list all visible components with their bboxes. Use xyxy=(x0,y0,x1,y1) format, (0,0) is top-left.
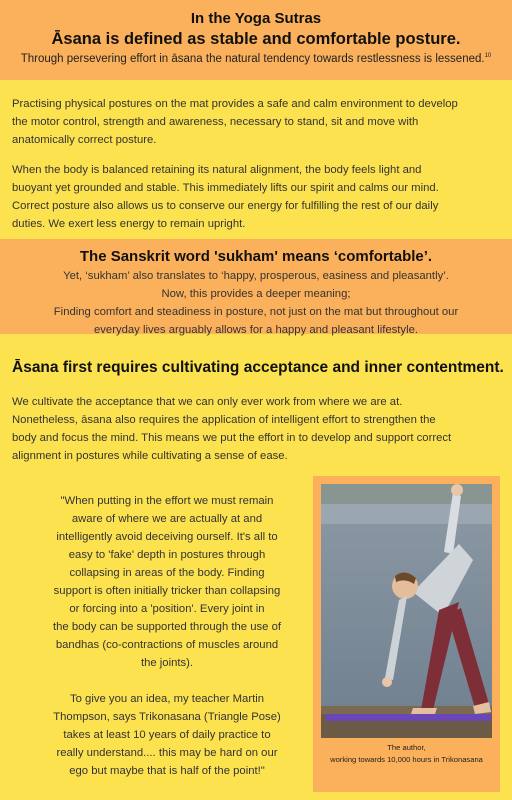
header-statement-text: Through persevering effort in āsana the natural tendency towards restlessness is lessened. xyxy=(20,53,485,65)
header-subtitle: Āsana is defined as stable and comfortable posture. xyxy=(51,30,461,48)
teacher-quote: "When putting in the effort we must remain aware of where we are actually at and intelligently avoid deceiving ourself. It's all to easy to 'fake' depth in postures through collapsing in areas of the body. Finding support is often initially tricker than collapsing or forcing into a 'position'. Every joint in the body can be supported through the use of bandhas (co-contractions of muscles around the joints). To give you an idea, my teacher Martin Thompson, says Trikonasana (Triangle Pose) takes at least 10 years of daily practice to really understand.... this may be hard on our ego but maybe that is half of the point!" xyxy=(53,495,281,777)
acceptance-heading: Āsana first requires cultivating acceptance and inner contentment. xyxy=(12,359,504,376)
photo-caption: The author, working towards 10,000 hours in Trikonasana xyxy=(330,743,483,764)
balance-paragraph: When the body is balanced retaining its natural alignment, the body feels light and buoyant yet grounded and stable. This immediately lifts our spirit and calms our mind. Correct posture also allows us to conserve our energy for fulfilling the rest of our daily duties. We exert less energy to remain upright. xyxy=(12,164,439,230)
header-title: In the Yoga Sutras xyxy=(190,10,322,27)
acceptance-paragraph: We cultivate the acceptance that we can only ever work from where we are at. Nonetheless, āsana also requires the application of intelligent effort to strengthen the body and focus the mind. This means we put the effort in to develop and support correct alignment in postures while cultivating a sense of ease. xyxy=(12,396,452,462)
header-statement xyxy=(0,53,512,65)
photo-card xyxy=(313,476,500,792)
sukham-text: Yet, ‘sukham’ also translates to ‘happy, prosperous, easiness and pleasantly’. Now, this provides a deeper meaning; Finding comfort and steadiness in posture, not just on the mat but throughout our everyday lives arguably allows for a happy and pleasant lifestyle. xyxy=(53,270,459,336)
header-banner xyxy=(0,0,512,80)
trikonasana-illustration xyxy=(321,484,492,738)
sukham-heading: The Sanskrit word 'sukham' means ‘comfortable’. xyxy=(79,248,433,265)
author-photo xyxy=(321,484,492,738)
footnote-marker: 10 xyxy=(484,53,492,60)
intro-paragraph: Practising physical postures on the mat provides a safe and calm environment to develop the motor control, strength and awareness, necessary to stand, sit and move with anatomically correct posture. xyxy=(12,98,458,146)
sukham-banner xyxy=(0,239,512,334)
